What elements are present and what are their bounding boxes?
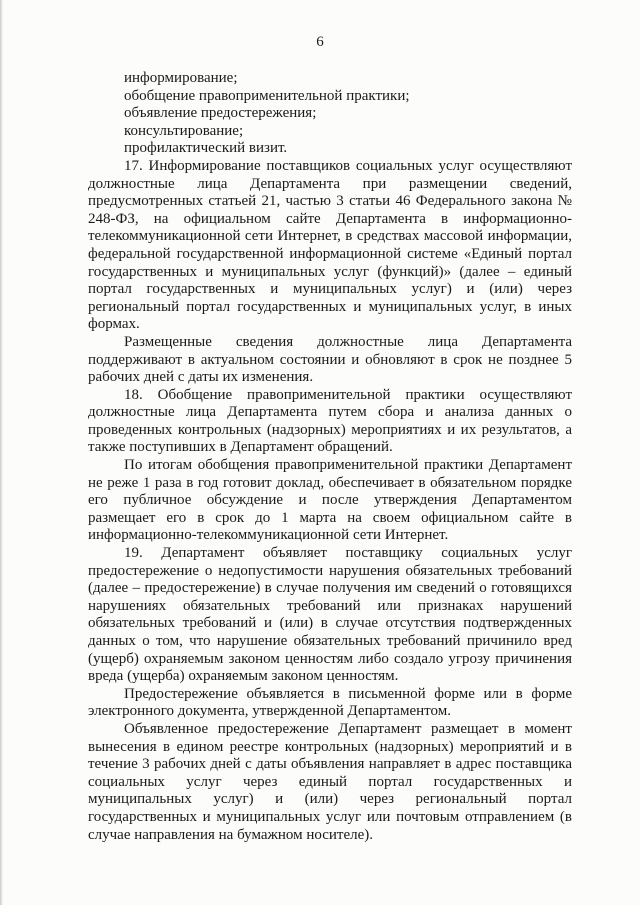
paragraph-warning-publication: Объявленное предостережение Департамент размещает в момент вынесения в едином реестре контрольных (надзорных) мероприятий и в течение 3 рабочих дней с даты объявления направляет в адрес поставщика социальных услуг через единый портал государственных и муниципальных услуг) и (или) через региональный портал государственных и муниципальных услуг или почтовым отправлением (в случае направления на бумажном носителе). <box>88 720 572 843</box>
paragraph-18-practice-summary: 18. Обобщение правоприменительной практики осуществляют должностные лица Департамента путем сбора и анализа данных о проведенных контрольных (надзорных) мероприятиях и их результатов, а также поступивших в Департамент обращений. <box>88 386 572 456</box>
list-item-practice-summary: обобщение правоприменительной практики; <box>124 87 410 104</box>
list-item-informing: информирование; <box>124 70 238 86</box>
paragraph-17-informing: 17. Информирование поставщиков социальных услуг осуществляют должностные лица Департамента при размещении сведений, предусмотренных статьей 21, частью 3 статьи 46 Федерального закона № 248-ФЗ, на официальном сайте Департамента в информационно-телекоммуникационной сети Интернет, в средствах массовой информации, федеральной государственной информационной системе «Единый портал государственных и муниципальных услуг (функций)» (далее – единый портал государственных и муниципальных услуг) и (или) через региональный портал государственных и муниципальных услуг, в иных формах. <box>88 157 572 333</box>
document-body <box>88 70 572 844</box>
list-item-preventive-visit: профилактический визит. <box>124 140 288 157</box>
paragraph-19-warning: 19. Департамент объявляет поставщику социальных услуг предостережение о недопустимости нарушения обязательных требований (далее – предостережение) в случае получения им сведений о готовящихся нарушениях обязательных требований или признаках нарушений обязательных требований и (или) в случае отсутствия подтвержденных данных о том, что нарушение обязательных требований причинило вред (ущерб) охраняемым законом ценностям либо создало угрозу причинения вреда (ущерба) охраняемым законом ценностям. <box>88 545 572 685</box>
list-item-consulting: консультирование; <box>124 122 244 139</box>
page-number: 6 <box>316 34 324 50</box>
list-item-warning: объявление предостережения; <box>124 105 317 122</box>
paragraph-published-info: Размещенные сведения должностные лица Департамента поддерживают в актуальном состоянии и обновляют в срок не позднее 5 рабочих дней с даты их изменения. <box>88 333 572 386</box>
paragraph-annual-report: По итогам обобщения правоприменительной практики Департамент не реже 1 раза в год готовит доклад, обеспечивает в обязательном порядке его публичное обсуждение и после утверждения Департаментом размещает его в срок до 1 марта на своем официальном сайте в информационно-телекоммуникационной сети Интернет. <box>88 457 572 544</box>
page-edge-shadow <box>0 0 3 905</box>
paragraph-warning-form: Предостережение объявляется в письменной форме или в форме электронного документа, утвержденной Департаментом. <box>88 685 572 720</box>
